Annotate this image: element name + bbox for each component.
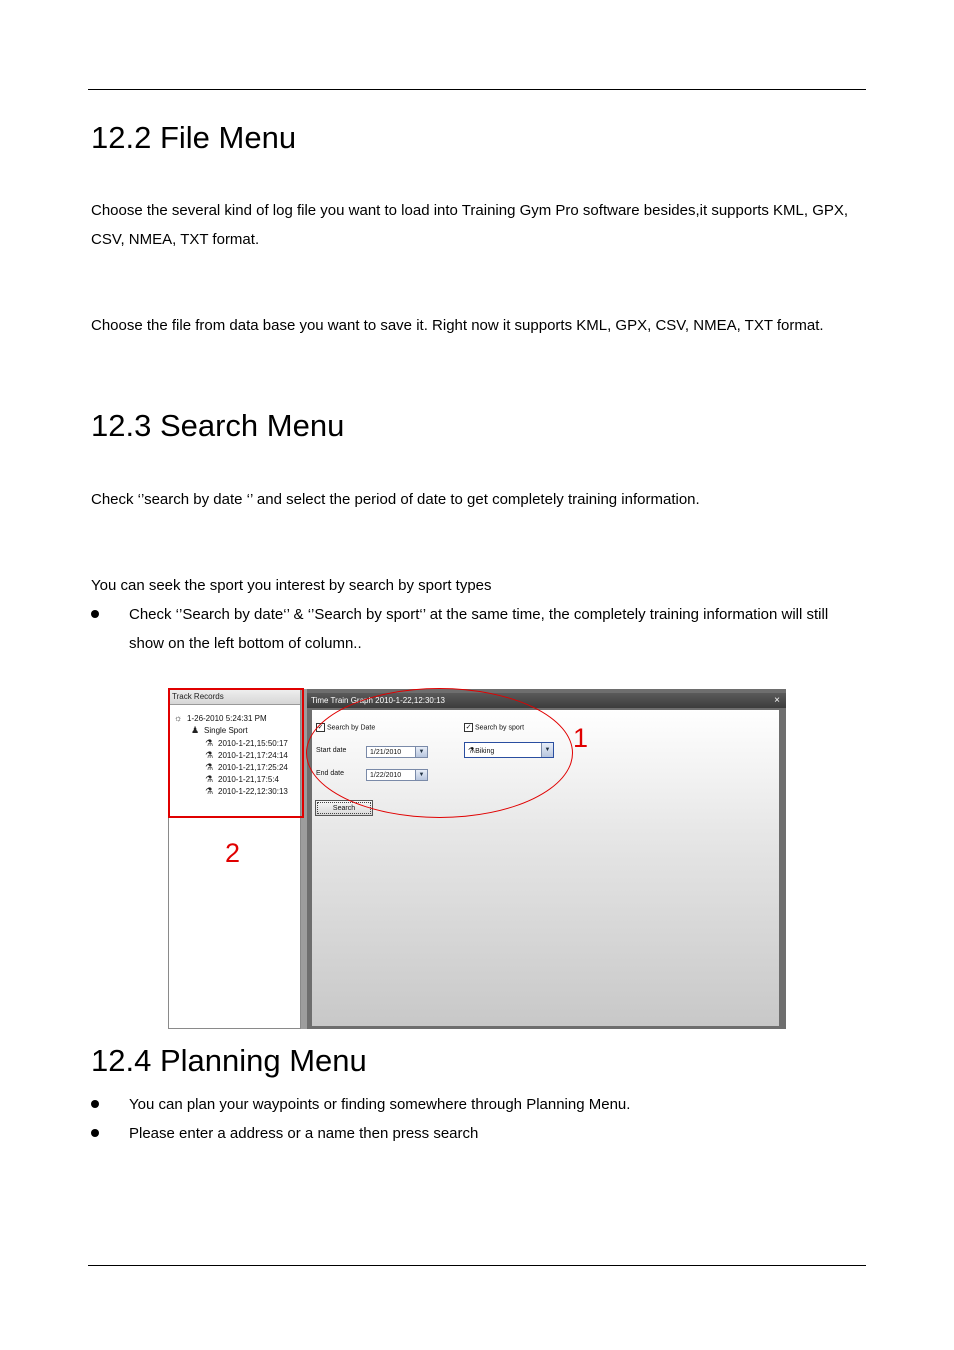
track-records-title: Track Records — [169, 690, 300, 705]
chevron-down-icon[interactable]: ▼ — [415, 770, 427, 780]
bullet-text: You can plan your waypoints or finding somewhere through Planning Menu. — [129, 1096, 631, 1113]
checkbox-check-icon: ✓ — [317, 724, 324, 731]
bullet-dot — [91, 1100, 99, 1108]
header-rule — [88, 89, 866, 90]
chevron-down-icon[interactable]: ▼ — [415, 747, 427, 757]
callout-number-1: 1 — [573, 723, 589, 753]
search-by-sport-label: Search by sport — [475, 724, 525, 732]
callout-number-2: 2 — [225, 838, 241, 868]
person-icon: ♟ — [191, 725, 200, 735]
bike-icon: ⚗ — [468, 746, 476, 755]
sport-value: Biking — [475, 748, 495, 755]
footer-rule — [88, 1265, 866, 1266]
bullet-text: Check ‘’Search by date‘’ & ‘’Search by sport‘’ at the same time, the completely training information will still show on the left bottom of column.. — [129, 606, 829, 652]
start-date-label: Start date — [316, 747, 347, 754]
bike-icon: ⚗ — [205, 750, 214, 760]
callout-rectangle — [168, 688, 304, 818]
callout-ellipse — [306, 688, 573, 818]
search-button[interactable]: Search — [315, 800, 373, 816]
tree-item-label: 2010-1-21,17:25:24 — [218, 763, 288, 772]
heading-search-menu: 12.3 Search Menu — [91, 408, 345, 443]
bike-icon: ⚗ — [205, 762, 214, 772]
search-by-date-label: Search by Date — [327, 724, 376, 732]
tree-item-label: 2010-1-21,17:24:14 — [218, 751, 288, 760]
tree-item-label: 2010-1-22,12:30:13 — [218, 787, 288, 796]
bullet-text: Please enter a address or a name then press search — [129, 1125, 479, 1142]
search-menu-bullet — [91, 600, 861, 658]
checkbox-check-icon: ✓ — [465, 724, 472, 731]
heading-planning-menu: 12.4 Planning Menu — [91, 1043, 367, 1078]
window-title: Time Train Graph 2010-1-22,12:30:13 — [311, 696, 446, 705]
tree-item-label: 2010-1-21,17:5:4 — [218, 775, 279, 784]
bike-icon: ⚗ — [205, 786, 214, 796]
heading-file-menu: 12.2 File Menu — [91, 120, 297, 155]
bullet-dot — [91, 1129, 99, 1137]
file-menu-paragraph-2: Choose the file from data base you want to save it. Right now it supports KML, GPX, CSV, NMEA, TXT format. — [91, 317, 824, 334]
tree-group-label: Single Sport — [204, 726, 248, 735]
bike-icon: ⚗ — [205, 738, 214, 748]
tree-root-label: 1-26-2010 5:24:31 PM — [187, 714, 267, 723]
bullet-dot — [91, 610, 99, 618]
end-date-value: 1/22/2010 — [370, 772, 402, 779]
bike-icon: ⚗ — [205, 774, 214, 784]
search-menu-paragraph-1: Check ‘’search by date ‘’ and select the period of date to get completely training information. — [91, 491, 700, 508]
search-menu-paragraph-2: You can seek the sport you interest by search by sport types — [91, 577, 492, 594]
planning-bullet-2 — [91, 1119, 861, 1148]
tree-item-label: 2010-1-21,15:50:17 — [218, 739, 288, 748]
file-menu-paragraph-1: Choose the several kind of log file you want to load into Training Gym Pro software besides,it supports KML, GPX, CSV, NMEA, TXT format. — [91, 202, 849, 248]
chevron-down-icon[interactable]: ▼ — [541, 743, 553, 757]
close-icon[interactable]: × — [774, 695, 780, 706]
start-date-value: 1/21/2010 — [370, 749, 402, 756]
end-date-label: End date — [316, 770, 345, 777]
planning-bullet-1 — [91, 1090, 861, 1119]
runner-icon: ☼ — [174, 713, 183, 723]
